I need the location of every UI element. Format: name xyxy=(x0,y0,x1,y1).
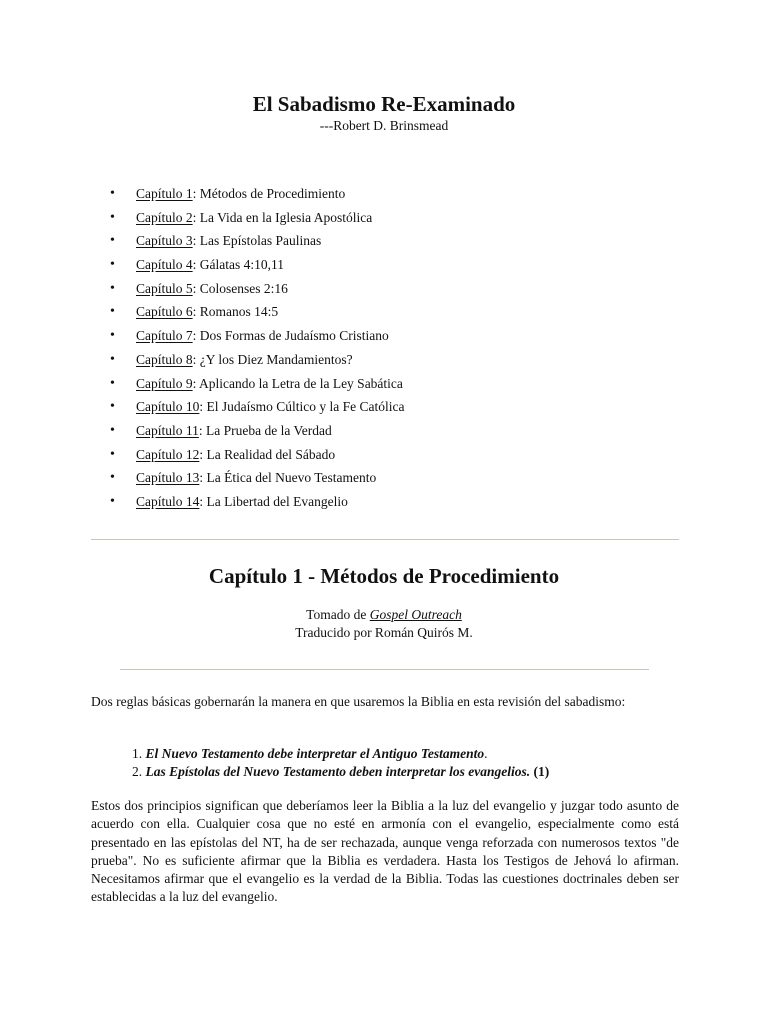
translator-line: Traducido por Román Quirós M. xyxy=(295,625,473,640)
bullet-icon: • xyxy=(110,399,115,415)
toc-item xyxy=(110,445,404,469)
toc-link-chapter-8[interactable]: Capítulo 8 xyxy=(136,351,193,367)
toc-link-chapter-5[interactable]: Capítulo 5 xyxy=(136,280,193,296)
toc-item-title: : Dos Formas de Judaísmo Cristiano xyxy=(192,328,389,344)
source-prefix: Tomado de xyxy=(306,607,370,622)
list-item xyxy=(132,763,549,781)
bullet-icon: • xyxy=(110,351,115,367)
toc-link-chapter-7[interactable]: Capítulo 7 xyxy=(136,328,193,344)
toc-item-title: : ¿Y los Diez Mandamientos? xyxy=(192,351,353,367)
section-divider xyxy=(120,669,649,670)
toc-link-chapter-11[interactable]: Capítulo 11 xyxy=(136,422,199,438)
toc-item xyxy=(110,468,404,492)
bullet-icon: • xyxy=(110,209,115,225)
rule-text: Las Epístolas del Nuevo Testamento deben interpretar los evangelios. xyxy=(145,764,531,779)
toc-item xyxy=(110,279,404,303)
bullet-icon: • xyxy=(110,186,115,201)
section-divider xyxy=(91,539,679,540)
bullet-icon: • xyxy=(110,257,115,273)
toc-link-chapter-3[interactable]: Capítulo 3 xyxy=(136,233,193,249)
toc-item-title: : Métodos de Procedimiento xyxy=(192,186,346,201)
toc-item xyxy=(110,326,404,350)
bullet-icon: • xyxy=(110,422,115,438)
list-item xyxy=(132,745,549,763)
toc-item-title: : Romanos 14:5 xyxy=(192,304,279,320)
toc-item xyxy=(110,231,404,255)
toc-item xyxy=(110,397,404,421)
toc-item xyxy=(110,492,404,516)
toc-link-chapter-10[interactable]: Capítulo 10 xyxy=(136,399,200,415)
toc-link-chapter-2[interactable]: Capítulo 2 xyxy=(136,209,193,225)
toc-link-chapter-1[interactable]: Capítulo 1 xyxy=(136,186,193,201)
toc-item xyxy=(110,184,404,208)
toc-item-title: : La Libertad del Evangelio xyxy=(199,493,348,509)
rule-text: El Nuevo Testamento debe interpretar el Antiguo Testamento xyxy=(145,746,485,761)
toc-item-title: : Colosenses 2:16 xyxy=(192,280,288,296)
toc-item-title: : La Prueba de la Verdad xyxy=(198,422,332,438)
toc-link-chapter-4[interactable]: Capítulo 4 xyxy=(136,257,193,273)
toc-item-title: : La Vida en la Iglesia Apostólica xyxy=(192,209,373,225)
bullet-icon: • xyxy=(110,375,115,391)
toc-item xyxy=(110,302,404,326)
chapter-heading: Capítulo 1 - Métodos de Procedimiento xyxy=(208,564,560,588)
footnote-reference[interactable]: (1) xyxy=(533,764,550,779)
body-paragraph: Estos dos principios significan que deberíamos leer la Biblia a la luz del evangelio y juzgar todo asunto de acuerdo con ella. Cualquier cosa que no esté en armonía con el evangelio, especialmente como está presentado en las epístolas del NT, ha de ser rechazada, aunque venga reforzada con numerosos textos "de prueba". No es suficiente afirmar que la Biblia es verdadera. Hasta los Testigos de Jehová lo afirman. Necesitamos afirmar que el evangelio es la verdad de la Biblia. Todas las cuestiones doctrinales deben ser establecidas a la luz del evangelio. xyxy=(91,798,679,905)
rule-number: 2. xyxy=(132,764,146,779)
bullet-icon: • xyxy=(110,446,115,462)
intro-paragraph: Dos reglas básicas gobernarán la manera en que usaremos la Biblia en esta revisión del sabadismo: xyxy=(91,694,626,709)
toc-item-title: : La Ética del Nuevo Testamento xyxy=(199,470,377,486)
source-line xyxy=(0,606,768,624)
toc-item xyxy=(110,208,404,232)
toc-item xyxy=(110,350,404,374)
table-of-contents xyxy=(110,184,404,516)
toc-link-chapter-6[interactable]: Capítulo 6 xyxy=(136,304,193,320)
bullet-icon: • xyxy=(110,233,115,249)
document-title: El Sabadismo Re-Examinado xyxy=(252,92,516,116)
toc-link-chapter-14[interactable]: Capítulo 14 xyxy=(136,493,200,509)
toc-item-title: : Las Epístolas Paulinas xyxy=(192,233,322,249)
bullet-icon: • xyxy=(110,470,115,486)
document-author: ---Robert D. Brinsmead xyxy=(319,118,449,133)
toc-item xyxy=(110,421,404,445)
toc-item-title: : Aplicando la Letra de la Ley Sabática xyxy=(192,375,403,391)
toc-link-chapter-9[interactable]: Capítulo 9 xyxy=(136,375,193,391)
rule-tail: . xyxy=(484,746,488,761)
toc-item-title: : Gálatas 4:10,11 xyxy=(192,257,284,273)
toc-link-chapter-12[interactable]: Capítulo 12 xyxy=(136,446,200,462)
rules-list xyxy=(132,745,549,781)
bullet-icon: • xyxy=(110,493,115,509)
bullet-icon: • xyxy=(110,328,115,344)
toc-item xyxy=(110,374,404,398)
rule-number: 1. xyxy=(132,746,146,761)
toc-item-title: : El Judaísmo Cúltico y la Fe Católica xyxy=(199,399,405,415)
bullet-icon: • xyxy=(110,280,115,296)
toc-item xyxy=(110,255,404,279)
source-link[interactable]: Gospel Outreach xyxy=(369,607,462,622)
toc-item-title: : La Realidad del Sábado xyxy=(199,446,336,462)
toc-link-chapter-13[interactable]: Capítulo 13 xyxy=(136,470,200,486)
bullet-icon: • xyxy=(110,304,115,320)
